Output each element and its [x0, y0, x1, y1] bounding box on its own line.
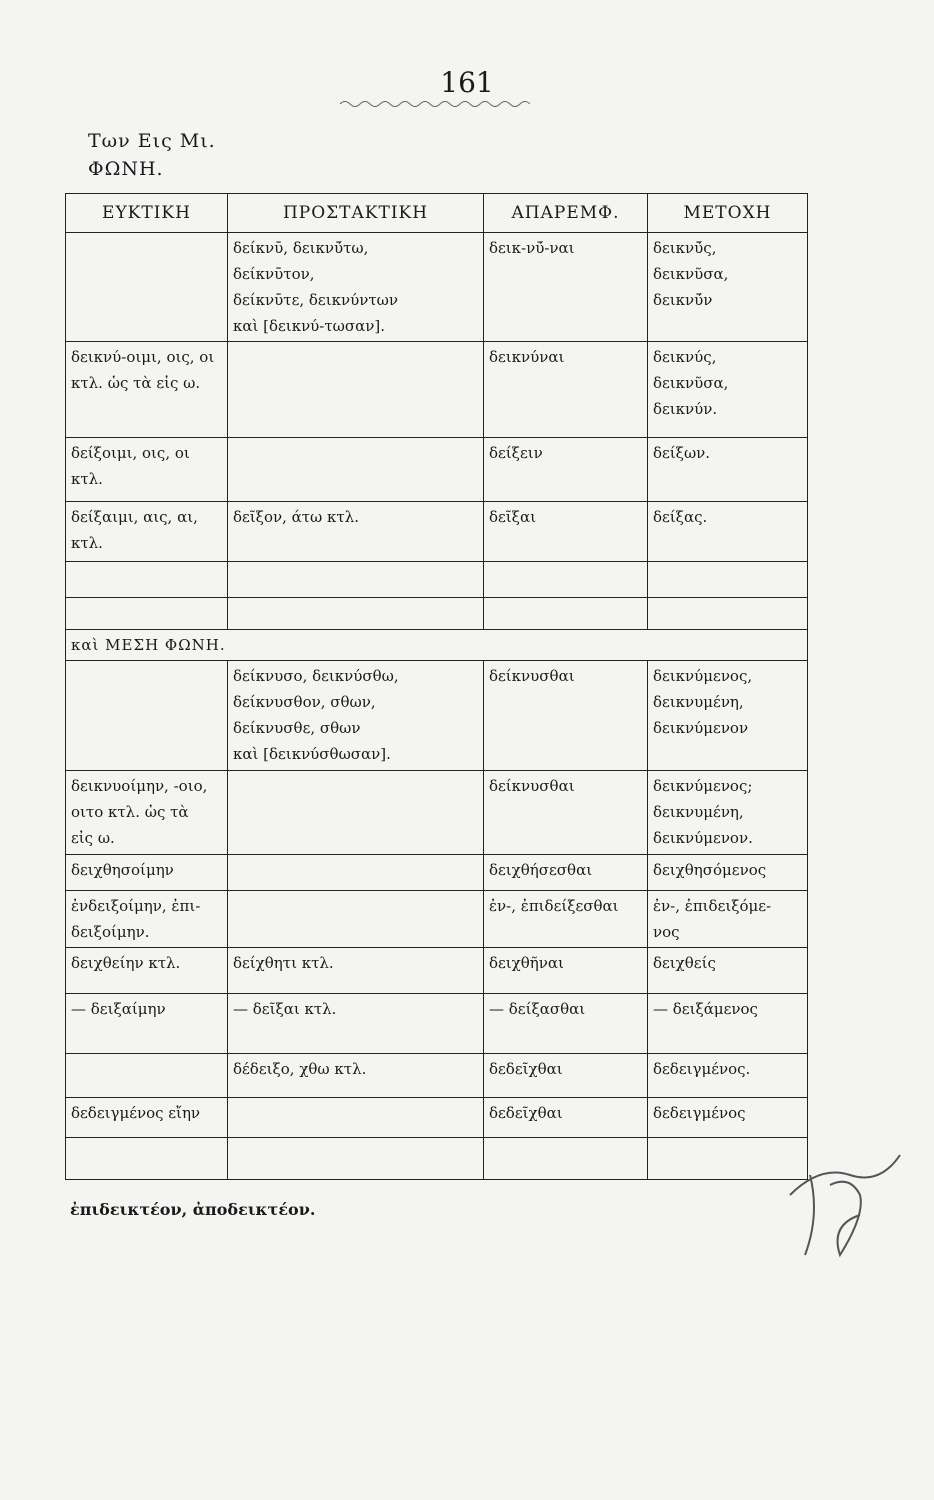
table-cell — [484, 598, 648, 630]
table-row — [66, 1054, 808, 1098]
table-cell: δειχθησοίμην — [66, 855, 228, 891]
table-cell: ἐνδειξοίμην, ἐπι- δειξοίμην. — [66, 891, 228, 948]
conjugation-table — [65, 193, 808, 1180]
table-cell — [648, 598, 808, 630]
table-cell: δεικνύ-οιμι, οις, οι κτλ. ὡς τὰ εἰς ω. — [66, 342, 228, 438]
column-header: ΕΥΚΤΙΚΗ — [66, 194, 228, 233]
table-cell: δεῖξαι — [484, 502, 648, 562]
table-cell: δειχθείς — [648, 948, 808, 994]
table-cell — [66, 562, 228, 598]
header-row — [66, 194, 808, 233]
table-cell: δεδειγμένος εἴην — [66, 1098, 228, 1138]
table-cell: — δειξαίμην — [66, 994, 228, 1054]
table-cell — [228, 562, 484, 598]
table-cell: ἐν-, ἐπιδείξεσθαι — [484, 891, 648, 948]
table-cell: — δείξασθαι — [484, 994, 648, 1054]
middle-voice-title: καὶ ΜΕΣΗ ΦΩΝΗ. — [66, 630, 808, 661]
table-cell — [66, 598, 228, 630]
column-header: ΠΡΟΣΤΑΚΤΙΚΗ — [228, 194, 484, 233]
table-cell — [484, 1138, 648, 1180]
page-number: 161 — [440, 66, 494, 99]
table-row — [66, 771, 808, 855]
table-cell: δεδειγμένος — [648, 1098, 808, 1138]
table-cell: δειχθησόμενος — [648, 855, 808, 891]
table-cell: ἐν-, ἐπιδειξόμε- νος — [648, 891, 808, 948]
table-cell: δεικνύς, δεικνῦσα, δεικνύν. — [648, 342, 808, 438]
table-row — [66, 661, 808, 771]
table-row — [66, 1138, 808, 1180]
table-cell: δειχθῆναι — [484, 948, 648, 994]
table-cell: — δεῖξαι κτλ. — [228, 994, 484, 1054]
table-cell: δεικνύμενος; δεικνυμένη, δεικνύμενον. — [648, 771, 808, 855]
table-cell — [484, 562, 648, 598]
handwritten-mark — [770, 1135, 910, 1275]
table-cell — [66, 661, 228, 771]
decorative-rule — [340, 98, 530, 110]
table-cell: δείκνυσο, δεικνύσθω, δείκνυσθον, σθων, δείκνυσθε, σθων καὶ [δεικνύσθωσαν]. — [228, 661, 484, 771]
table-cell: δείξαιμι, αις, αι, κτλ. — [66, 502, 228, 562]
table-cell: δείκνυσθαι — [484, 771, 648, 855]
table-cell: δείξων. — [648, 438, 808, 502]
table-cell: δεδειγμένος. — [648, 1054, 808, 1098]
table-row — [66, 994, 808, 1054]
table-cell — [66, 1138, 228, 1180]
table-cell: δείκνυσθαι — [484, 661, 648, 771]
table-cell — [228, 771, 484, 855]
table-cell — [228, 342, 484, 438]
table-row — [66, 948, 808, 994]
table-row — [66, 855, 808, 891]
table-cell: δείξοιμι, οις, οι κτλ. — [66, 438, 228, 502]
table-cell: δείχθητι κτλ. — [228, 948, 484, 994]
table-cell: δεδεῖχθαι — [484, 1054, 648, 1098]
table-cell: δεικνύναι — [484, 342, 648, 438]
table-row — [66, 342, 808, 438]
table-cell: δειχθείην κτλ. — [66, 948, 228, 994]
table-row — [66, 233, 808, 342]
table-cell — [648, 562, 808, 598]
table-cell: δέδειξο, χθω κτλ. — [228, 1054, 484, 1098]
column-header: ΜΕΤΟΧΗ — [648, 194, 808, 233]
table-cell — [228, 855, 484, 891]
table-cell: δεικνύμενος, δεικνυμένη, δεικνύμενον — [648, 661, 808, 771]
table-cell — [228, 1138, 484, 1180]
table-cell — [228, 1098, 484, 1138]
table-cell: δείκνῡ, δεικνῡ́τω, δείκνῡτον, δείκνῡτε, δεικνύντων καὶ [δεικνύ-τωσαν]. — [228, 233, 484, 342]
table-cell — [66, 233, 228, 342]
section-row — [66, 630, 808, 661]
table-cell: δεῖξον, άτω κτλ. — [228, 502, 484, 562]
table-cell: δεικνυοίμην, -οιο, οιτο κτλ. ὡς τὰ εἰς ω. — [66, 771, 228, 855]
table-row — [66, 598, 808, 630]
header-title: Των Εις Μι. — [88, 130, 216, 152]
table-cell: δείξειν — [484, 438, 648, 502]
table-cell — [228, 438, 484, 502]
table-row — [66, 891, 808, 948]
footer-note: ἐπιδεικτέον, ἀποδεικτέον. — [70, 1200, 316, 1219]
table-cell: δεδεῖχθαι — [484, 1098, 648, 1138]
table-cell: δειχθήσεσθαι — [484, 855, 648, 891]
header-subtitle: ΦΩΝΗ. — [88, 158, 164, 180]
table-cell — [66, 1054, 228, 1098]
table-row — [66, 438, 808, 502]
table-cell: δεικνῡ́ς, δεικνῦσα, δεικνῡ́ν — [648, 233, 808, 342]
table-cell — [228, 891, 484, 948]
table-row — [66, 1098, 808, 1138]
table-cell: — δειξάμενος — [648, 994, 808, 1054]
column-header: ΑΠΑΡΕΜΦ. — [484, 194, 648, 233]
table-cell: δείξας. — [648, 502, 808, 562]
table-cell — [228, 598, 484, 630]
table-row — [66, 562, 808, 598]
table-cell: δεικ-νῡ́-ναι — [484, 233, 648, 342]
table-row — [66, 502, 808, 562]
